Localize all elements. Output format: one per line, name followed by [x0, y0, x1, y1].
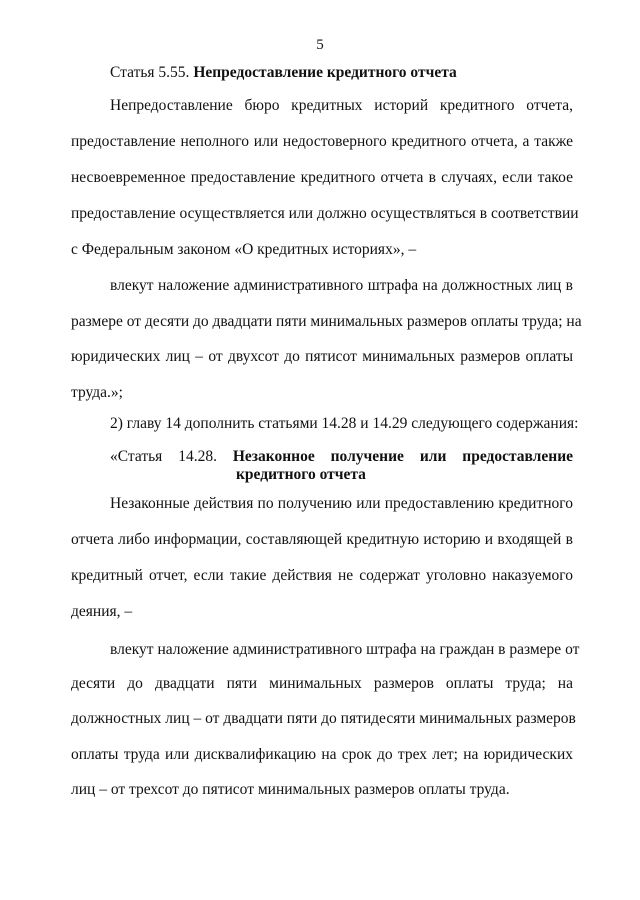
paragraph-line: отчета либо информации, составляющей кредитную историю и входящей в	[71, 531, 573, 548]
article-14-28-title-word: получение	[330, 448, 404, 465]
article-14-28-title-word: предоставление	[462, 448, 573, 465]
item-2-text: 2) главу 14 дополнить статьями 14.28 и 14.29 следующего содержания:	[110, 415, 579, 432]
paragraph-line: лиц – от трехсот до пятисот минимальных размеров оплаты труда.	[71, 781, 510, 798]
paragraph-line: деяния, –	[71, 603, 133, 620]
page-number: 5	[316, 37, 324, 53]
paragraph-line: юридических лиц – от двухсот до пятисот минимальных размеров оплаты	[71, 348, 573, 365]
article-14-28-heading	[110, 448, 573, 484]
paragraph-line: должностных лиц – от двадцати пяти до пятидесяти минимальных размеров	[71, 710, 576, 727]
paragraph-line: с Федеральным законом «О кредитных историях», –	[71, 241, 417, 258]
article-5-55-heading	[110, 64, 457, 82]
article-14-28-label-word: «Статья	[110, 448, 163, 465]
paragraph-line: Непредоставление бюро кредитных историй кредитного отчета,	[110, 97, 573, 114]
article-14-28-label-number: 14.28.	[178, 448, 217, 465]
paragraph-line: оплаты труда или дисквалификацию на срок до трех лет; на юридических	[71, 746, 573, 763]
paragraph-line: кредитный отчет, если такие действия не содержат уголовно наказуемого	[71, 567, 573, 584]
paragraph-line: предоставление неполного или недостоверного кредитного отчета, а также	[71, 133, 573, 150]
article-14-28-title-word: Незаконное	[232, 448, 315, 465]
paragraph-line: несвоевременное предоставление кредитного отчета в случаях, если такое	[71, 169, 573, 186]
paragraph-line: влекут наложение административного штрафа на должностных лиц в	[110, 277, 573, 294]
paragraph-line: десяти до двадцати пяти минимальных размеров оплаты труда; на	[71, 675, 573, 692]
paragraph-line: труда.»;	[71, 384, 123, 401]
paragraph-line: размере от десяти до двадцати пяти минимальных размеров оплаты труда; на	[71, 313, 582, 330]
article-14-28-title-line2: кредитного отчета	[236, 466, 366, 483]
article-5-55-title: Непредоставление кредитного отчета	[193, 64, 457, 81]
paragraph-line: Незаконные действия по получению или предоставлению кредитного	[110, 495, 573, 512]
paragraph-line: предоставление осуществляется или должно осуществляться в соответствии	[71, 205, 579, 222]
article-5-55-label: Статья 5.55.	[110, 64, 190, 81]
article-14-28-title-word: или	[419, 448, 447, 465]
paragraph-line: влекут наложение административного штрафа на граждан в размере от	[110, 641, 580, 658]
